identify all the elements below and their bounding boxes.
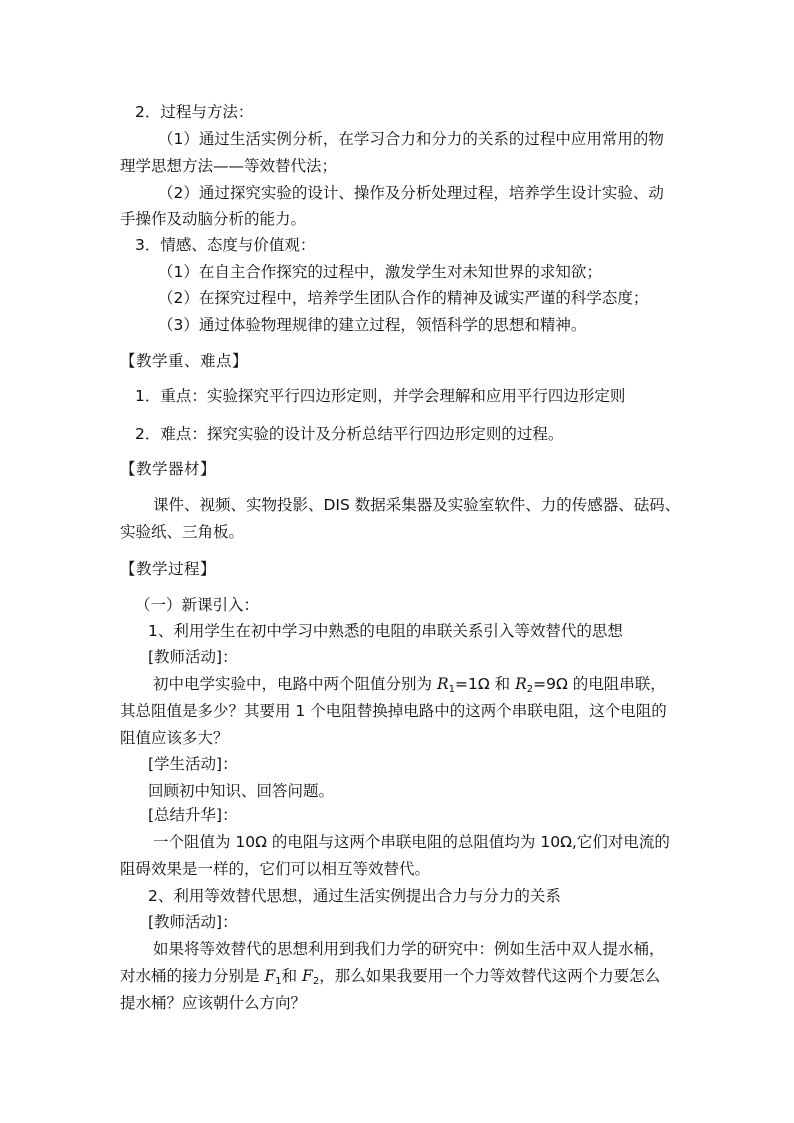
teacher-activity-label-2: [教师活动]： [148, 913, 238, 931]
f1-symbol: F [264, 967, 276, 985]
process-method-item1-line2: 理学思想方法——等效替代法； [120, 157, 338, 175]
f1-subscript: 1 [275, 976, 282, 987]
r2-symbol: R [515, 675, 527, 693]
f2-subscript: 2 [312, 976, 320, 987]
summary-label: [总结升华]： [148, 806, 238, 824]
attitude-item2: （2）在探究过程中，培养学生团队合作的精神及诚实严谨的科学态度； [158, 289, 649, 307]
attitude-title: 3．情感、态度与价值观： [135, 236, 316, 254]
summary-line2: 阻碍效果是一样的，它们可以相互等效替代。 [120, 860, 431, 878]
equipment-line1: 课件、视频、实物投影、DIS 数据采集器及实验室软件、力的传感器、砝码、 [153, 496, 681, 514]
question2-text-b: ，那么如果我要用一个力等效替代这两个力要怎么 [319, 967, 661, 985]
r2-value: =9Ω 的电阻串联， [533, 675, 666, 693]
f2-symbol: F [302, 967, 313, 985]
question2-text-a: 对水桶的接力分别是 [120, 967, 260, 985]
question1-line2: 其总阻值是多少？其要用 1 个电阻替换掉电路中的这两个串联电阻，这个电阻的 [120, 702, 667, 720]
teacher-activity-label: [教师活动]： [148, 648, 238, 666]
attitude-item3: （3）通过体验物理规律的建立过程，领悟科学的思想和精神。 [158, 316, 587, 334]
question2-line1: 如果将等效替代的思想利用到我们力学的研究中：例如生活中双人提水桶， [153, 940, 665, 958]
r2-subscript: 2 [526, 684, 534, 695]
student-activity-label: [学生活动]： [148, 755, 238, 773]
question1-line3: 阻值应该多大？ [120, 729, 229, 747]
question2-line3: 提水桶？应该朝什么方向？ [120, 994, 307, 1012]
attitude-item1: （1）在自主合作探究的过程中，激发学生对未知世界的求知欲； [158, 263, 602, 281]
process-method-item2-line2: 手操作及动脑分析的能力。 [120, 210, 307, 228]
student-answer: 回顾初中知识、回答问题。 [148, 782, 335, 800]
equipment-line2: 实验纸、三角板。 [120, 523, 245, 541]
r1-value: =1Ω 和 [455, 675, 511, 693]
process-method-item2-line1: （2）通过探究实验的设计、操作及分析处理过程，培养学生设计实验、动 [158, 184, 664, 202]
equipment-heading: 【教学器材】 [120, 460, 217, 478]
question2-and: 和 [281, 967, 298, 985]
question1-text-a: 初中电学实验中，电路中两个阻值分别为 [153, 675, 433, 693]
process-heading: 【教学过程】 [120, 560, 217, 578]
process-method-title: 2．过程与方法： [135, 103, 254, 121]
step2: 2、利用等效替代思想，通过生活实例提出合力与分力的关系 [148, 887, 561, 905]
key-points-heading: 【教学重、难点】 [120, 352, 249, 370]
r1-symbol: R [436, 675, 449, 693]
summary-line1: 一个阻值为 10Ω 的电阻与这两个串联电阻的总阻值均为 10Ω,它们对电流的 [153, 833, 670, 851]
step1: 1、利用学生在初中学习中熟悉的电阻的串联关系引入等效替代的思想 [148, 622, 623, 640]
section-new-lesson: （一）新课引入： [135, 596, 260, 614]
question1-line1 [153, 674, 666, 700]
key-points-item2: 2．难点：探究实验的设计及分析总结平行四边形定则的过程。 [135, 425, 564, 443]
question2-line2 [120, 966, 660, 992]
key-points-item1: 1．重点：实验探究平行四边形定则，并学会理解和应用平行四边形定则 [135, 387, 626, 405]
process-method-item1-line1: （1）通过生活实例分析，在学习合力和分力的关系的过程中应用常用的物 [158, 130, 664, 148]
r1-subscript: 1 [448, 684, 455, 695]
